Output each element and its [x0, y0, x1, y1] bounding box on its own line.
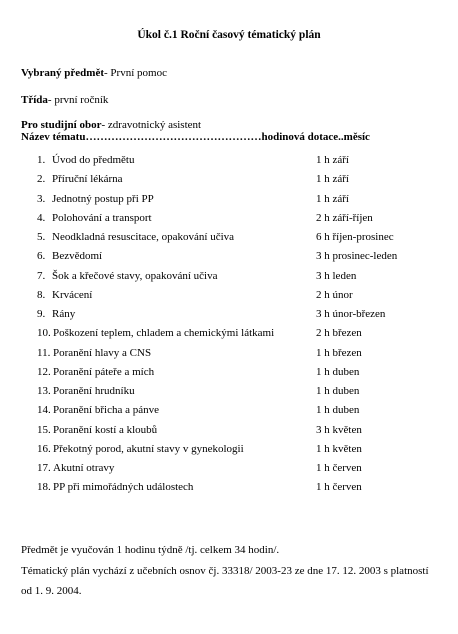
list-item [0, 250, 458, 266]
item-hours: 1 h září [316, 154, 349, 166]
list-item [0, 424, 458, 440]
item-topic: Akutní otravy [53, 462, 115, 474]
item-number: 17. [37, 462, 51, 474]
item-topic: Bezvědomí [52, 250, 103, 263]
footer-line-3: od 1. 9. 2004. [21, 585, 82, 597]
item-number: 4. [37, 211, 46, 224]
item-hours: 6 h říjen-prosinec [316, 231, 394, 243]
item-hours: 1 h květen [316, 442, 362, 455]
column-header-right: hodinová dotace..měsíc [261, 131, 370, 143]
class-label: Třída [21, 94, 48, 106]
item-number: 18. [37, 481, 51, 494]
item-topic: Šok a křečové stavy, opakování učiva [52, 269, 218, 282]
item-number: 14. [37, 404, 51, 417]
item-topic: Poranění kostí a kloubů [53, 423, 158, 436]
item-number: 9. [37, 308, 46, 320]
item-topic: Krvácení [52, 288, 93, 301]
item-number: 1. [37, 154, 46, 166]
footer-line-1: Předmět je vyučován 1 hodinu týdně /tj. celkem 34 hodin/. [21, 544, 280, 556]
list-item [0, 308, 458, 324]
list-item [0, 154, 458, 170]
item-number: 15. [37, 423, 51, 436]
item-hours: 1 h září [316, 173, 349, 186]
item-number: 12. [37, 365, 51, 378]
list-item [0, 443, 458, 459]
item-topic: PP při mimořádných událostech [53, 481, 194, 494]
list-item [0, 289, 458, 305]
item-topic: Jednotný postup při PP [52, 192, 154, 205]
item-number: 10. [37, 327, 51, 340]
item-hours: 3 h květen [316, 423, 362, 436]
list-item [0, 212, 458, 228]
item-hours: 1 h červen [316, 481, 362, 494]
item-topic: Překotný porod, akutní stavy v gynekologii [53, 442, 244, 455]
item-number: 8. [37, 288, 46, 301]
column-header-dots: ………………………………………… [85, 131, 262, 143]
item-topic: Poranění hlavy a CNS [53, 346, 152, 359]
item-hours: 3 h prosinec-leden [316, 250, 398, 263]
item-number: 6. [37, 250, 46, 263]
list-item [0, 347, 458, 363]
item-topic: Úvod do předmětu [52, 154, 135, 166]
item-topic: Polohování a transport [52, 211, 152, 224]
item-topic: Poranění páteře a mích [53, 365, 155, 378]
list-item [0, 231, 458, 247]
item-hours: 3 h leden [316, 269, 357, 282]
item-number: 5. [37, 231, 46, 243]
item-hours: 1 h duben [316, 404, 360, 417]
item-topic: Rány [52, 308, 76, 320]
item-number: 11. [37, 346, 51, 359]
study-field-line [21, 119, 201, 131]
item-hours: 1 h březen [316, 346, 362, 359]
page-title: Úkol č.1 Roční časový tématický plán [137, 29, 321, 41]
class-value: - první ročník [47, 94, 109, 106]
list-item [0, 173, 458, 189]
item-hours: 2 h únor [316, 288, 353, 301]
study-label: Pro studijní obor [21, 119, 102, 131]
list-item [0, 404, 458, 420]
subject-field [21, 67, 167, 79]
footer-line-2: Tématický plán vychází z učebních osnov čj. 33318/ 2003-23 ze dne 17. 12. 2003 s platností [21, 565, 429, 577]
list-item [0, 327, 458, 343]
item-hours: 1 h září [316, 192, 349, 205]
item-hours: 1 h duben [316, 365, 360, 378]
item-topic: Příruční lékárna [52, 173, 123, 186]
study-value: - zdravotnický asistent [101, 119, 202, 131]
item-hours: 1 h červen [316, 462, 362, 474]
subject-label: Vybraný předmět [21, 67, 105, 79]
item-hours: 2 h březen [316, 327, 362, 340]
item-number: 13. [37, 385, 51, 397]
item-number: 16. [37, 442, 51, 455]
item-hours: 3 h únor-březen [316, 308, 386, 320]
column-header [21, 131, 370, 143]
item-hours: 2 h září-říjen [316, 211, 373, 224]
class-field [21, 94, 108, 106]
item-topic: Poškození teplem, chladem a chemickými látkami [53, 327, 275, 340]
item-topic: Poranění hrudníku [53, 385, 135, 397]
item-topic: Poranění břicha a pánve [53, 404, 159, 417]
item-topic: Neodkladná resuscitace, opakování učiva [52, 231, 235, 243]
list-item [0, 481, 458, 497]
item-number: 2. [37, 173, 46, 186]
item-number: 3. [37, 192, 46, 205]
list-item [0, 270, 458, 286]
list-item [0, 366, 458, 382]
item-number: 7. [37, 269, 46, 282]
column-header-left: Název tématu [21, 131, 86, 143]
subject-value: - První pomoc [104, 67, 167, 79]
list-item [0, 193, 458, 209]
item-hours: 1 h duben [316, 385, 360, 397]
list-item [0, 462, 458, 478]
list-item [0, 385, 458, 401]
